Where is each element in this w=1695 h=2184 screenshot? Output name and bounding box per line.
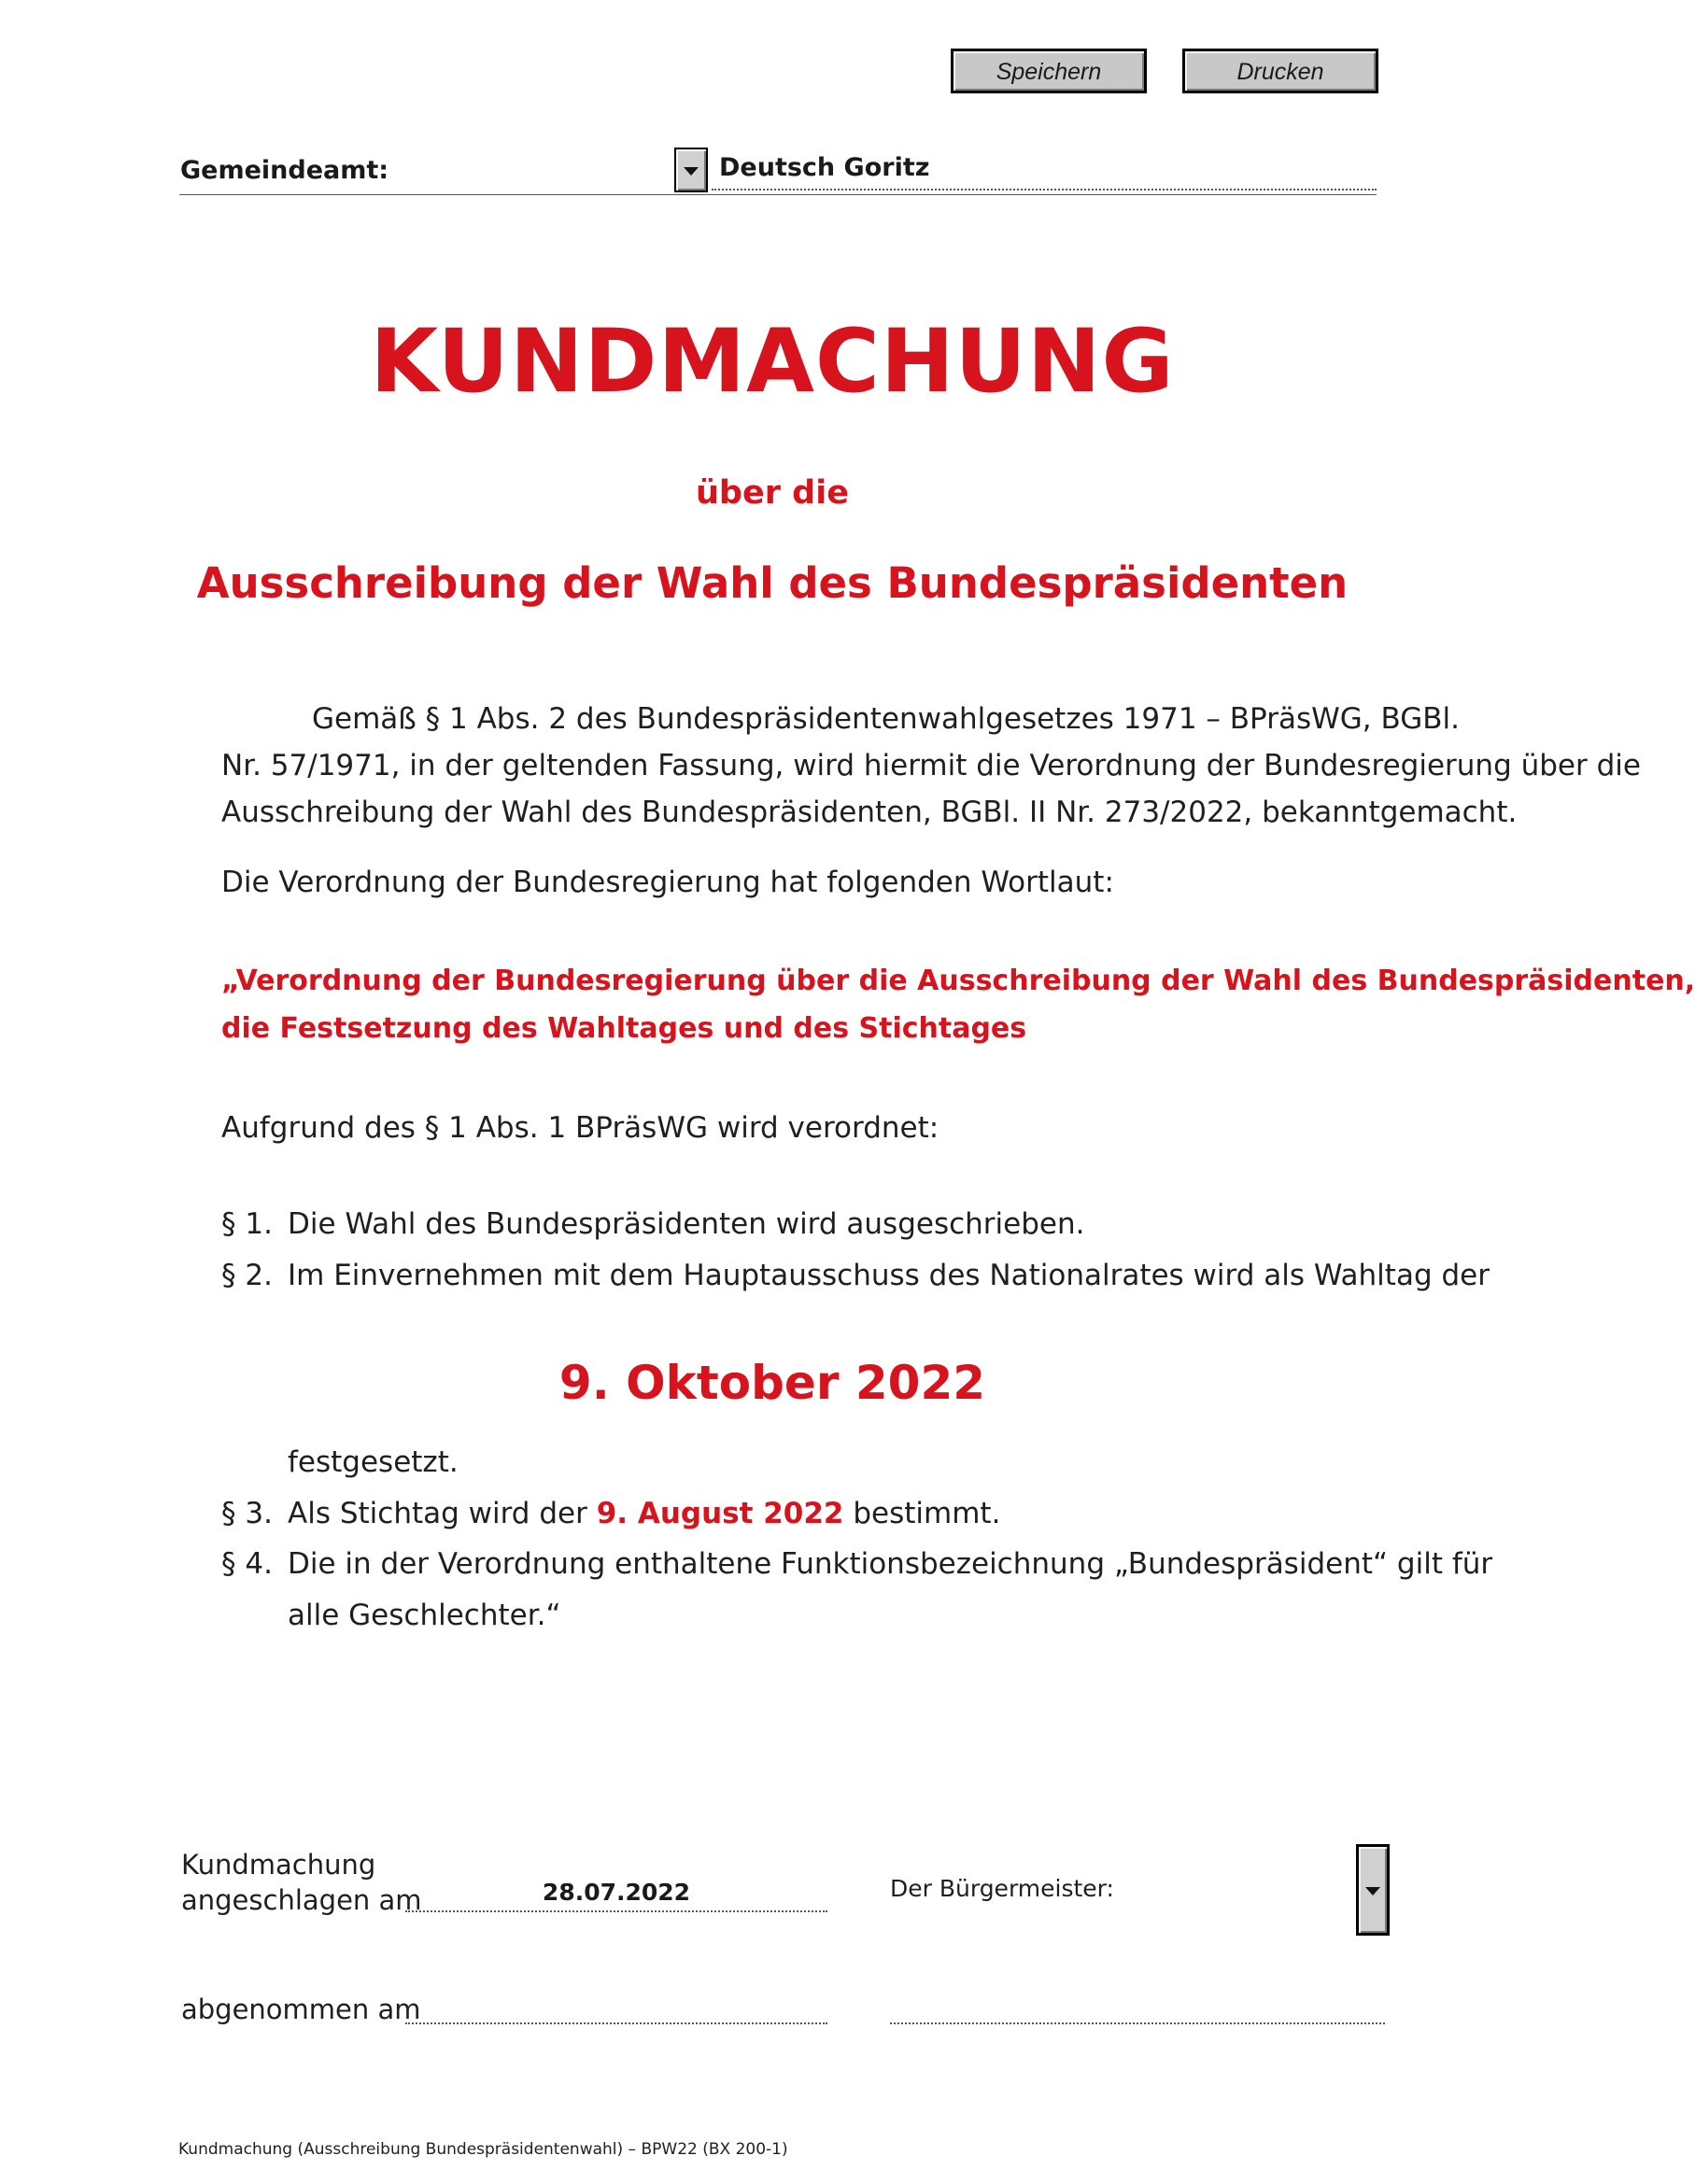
section-1-number: § 1.: [221, 1207, 273, 1241]
print-button[interactable]: Drucken: [1182, 49, 1378, 93]
posted-date-value: 28.07.2022: [542, 1879, 691, 1906]
document-subject: Ausschreibung der Wahl des Bundespräsidenten: [196, 558, 1349, 608]
removed-label: abgenommen am: [181, 1994, 421, 2025]
save-button[interactable]: Speichern: [951, 49, 1147, 93]
document-title: KUNDMACHUNG: [370, 311, 1175, 413]
section-3-deadline: 9. August 2022: [596, 1497, 844, 1530]
section-1-text: Die Wahl des Bundespräsidenten wird ausgeschrieben.: [288, 1207, 1085, 1241]
intro-line-2: Nr. 57/1971, in der geltenden Fassung, wird hiermit die Verordnung der Bundesregierung über die: [221, 749, 1641, 782]
section-2-text: Im Einvernehmen mit dem Hauptausschuss des Nationalrates wird als Wahltag der: [288, 1259, 1490, 1292]
legal-basis: Aufgrund des § 1 Abs. 1 BPräsWG wird verordnet:: [221, 1111, 939, 1145]
section-3-text-before: Als Stichtag wird der: [288, 1497, 597, 1530]
office-label: Gemeindeamt:: [180, 156, 389, 185]
section-4-text-line-2: alle Geschlechter.“: [288, 1599, 561, 1632]
section-2-number: § 2.: [221, 1259, 273, 1292]
mayor-signature-line[interactable]: [890, 1991, 1385, 2024]
mayor-dropdown-button[interactable]: [1356, 1844, 1390, 1936]
mayor-label: Der Bürgermeister:: [890, 1875, 1114, 1902]
ordinance-title-line-2: die Festsetzung des Wahltages und des Stichtages: [221, 1012, 1027, 1045]
posted-date-field[interactable]: [405, 1879, 827, 1912]
office-select[interactable]: [712, 151, 1377, 190]
wording-intro: Die Verordnung der Bundesregierung hat folgenden Wortlaut:: [221, 866, 1114, 899]
ordinance-title-line-1: „Verordnung der Bundesregierung über die Ausschreibung der Wahl des Bundespräsidenten,: [221, 965, 1695, 997]
section-2-fixed: festgesetzt.: [288, 1445, 459, 1479]
posted-label-line-2: angeschlagen am: [181, 1884, 422, 1916]
posted-label-line-1: Kundmachung: [181, 1849, 376, 1881]
page-footer: Kundmachung (Ausschreibung Bundespräsidentenwahl) – BPW22 (BX 200-1): [178, 2140, 788, 2159]
document-subtitle: über die: [696, 474, 849, 512]
election-date: 9. Oktober 2022: [558, 1356, 986, 1410]
section-3-text: [288, 1497, 1000, 1530]
section-4-number: § 4.: [221, 1547, 273, 1581]
intro-line-1: Gemäß § 1 Abs. 2 des Bundespräsidentenwahlgesetzes 1971 – BPräsWG, BGBl.: [312, 702, 1460, 736]
header-divider: [179, 194, 1377, 195]
office-dropdown-button[interactable]: [674, 148, 708, 192]
office-value: Deutsch Goritz: [719, 153, 930, 182]
chevron-down-icon: [684, 167, 699, 176]
intro-line-3: Ausschreibung der Wahl des Bundespräsidenten, BGBl. II Nr. 273/2022, bekanntgemacht.: [221, 796, 1518, 829]
removed-date-field[interactable]: [405, 1991, 827, 2024]
section-3-text-after: bestimmt.: [843, 1497, 1001, 1530]
section-3-number: § 3.: [221, 1497, 273, 1530]
section-4-text-line-1: Die in der Verordnung enthaltene Funktionsbezeichnung „Bundespräsident“ gilt für: [288, 1547, 1493, 1581]
chevron-down-icon: [1365, 1887, 1380, 1895]
